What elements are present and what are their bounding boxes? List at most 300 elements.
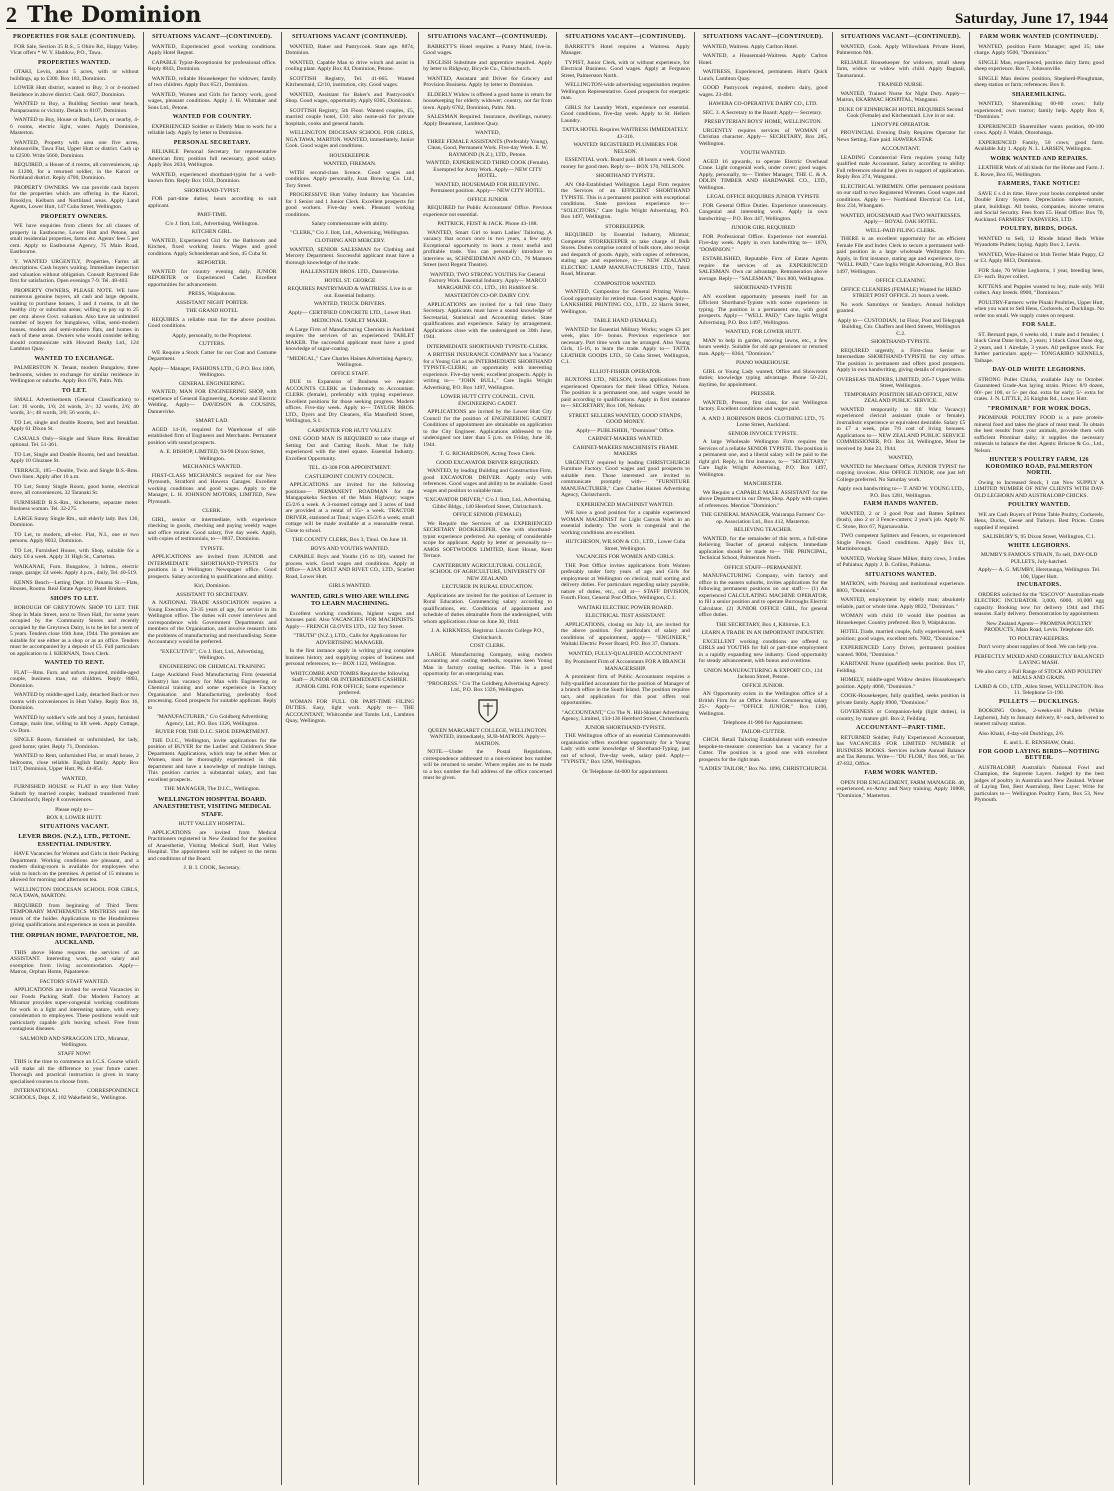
classified-ad: SEC. 3. A Secretary to the Board: Apply— Secretary. [702, 109, 823, 116]
classified-ad: We Require the Services of an EXPERIENCED SECRETARY BOOKKEEPER. One with shorthand-typist experience preferred. An opening of considerable scope for applicant. Apply by letter or personally to— AMOS SOFTWOODS LIMITED, Kent House, Kent Terrace. [423, 520, 552, 559]
column-5 [557, 32, 695, 1485]
section-heading: POULTRY WANTED. [1008, 502, 1071, 508]
ad-centered-line: ASSISTANT NIGHT PORTER. [176, 299, 249, 306]
section-heading: PERSONAL SECRETARY. [173, 139, 251, 146]
ad-centered-line: TEMPORARY POSITION HEAD OFFICE, NEW ZEALAND PUBLIC SERVICE. [843, 391, 958, 404]
section-heading: HUNTER'S POULTRY FARM, 126 KOROMIKO ROAD, PALMERSTON NORTH. [985, 457, 1093, 476]
section-heading: SITUATIONS VACANT—(CONTINUED). [565, 34, 686, 40]
ad-centered-line: SHORTHAND-TYPISTE. [870, 339, 931, 345]
ad-centered-line: BUYER FOR THE D.I.C. SHOE DEPARTMENT. [155, 729, 270, 735]
ad-centered-line: OFFICE JUNIOR. [742, 682, 785, 689]
ad-centered-line: STOREKEEPER. [605, 223, 646, 230]
classified-ad: WANTED, Property with area one five acres, Johnsonville, Tawa Flat, Upper Hutt or district. Cash up to £2500. Write 5660, Dominion. [10, 139, 139, 159]
classified-ad: THERE is an excellent opportunity for an efficient Female File and Index Clerk to secure a permanent well-paid position in a large wholesale Wellington firm. Apply, in first instance, stating age and experience, to— "WELL PAID," Care Inglis Wright Advertising, P.O. Box 1497, Wellington. [836, 236, 966, 275]
ad-centered-line: TAILOR-CUTTER. [740, 728, 786, 735]
classified-ad: URGENTLY required by leading CHRISTCHURCH Furniture Factory. Good wages and good prospects to suitable men. Those interested are invited to communicate promptly with— "FURNITURE MANUFACTURER," Care Charles Haines Advertising Agency, Christchurch. [561, 459, 690, 498]
classified-ad: No work Saturdays or Sundays. Annual holidays granted. [836, 301, 966, 314]
classified-ad: AUSTRALORP, Australia's National Fowl and Champion, the Supreme Layers. Judged by the best judges of poultry in Australia and New Zealand. Winner of Laying Test, Best Australorp, Best Layer. Write for particulars to— Wellington Poultry Farm, Box 53, New Plymouth. [974, 764, 1104, 803]
ad-centered-line: Telephone 41-900 for Appointment. [722, 720, 804, 726]
ad-centered-line: STREET SELLERS WANTED, GOOD STANDS, GOOD MONEY. [568, 412, 683, 425]
ad-centered-line: STAFF NOW! [57, 1050, 91, 1057]
ad-centered-line: PRESSER. [750, 391, 776, 397]
ad-centered-line: WANTED, [888, 455, 914, 461]
ad-centered-line: TYPISTE. [200, 545, 225, 552]
ad-centered-line: THE SECRETARY, Box 4, Kilbirnie, E.3. [715, 621, 811, 628]
classified-ad: Applications are invited for the position of Lecturer in Rural Education. Commencing salary according to qualifications, etc. Conditions of appointment and schedule of duties obtainable from the undersigned, with whom applications close on June 30, 1944. [423, 592, 552, 625]
section-heading: WANTED TO EXCHANGE. [34, 355, 115, 362]
ad-centered-line: CLERK. [202, 508, 222, 514]
ad-headline: WELLINGTON HOSPITAL BOARD. ANAESTHETIST, VISITING MEDICAL STAFF. [153, 795, 272, 818]
ad-centered-line: C/o J. Ilott, Ltd., Advertising, Wellington. [165, 220, 259, 227]
column-6 [695, 32, 833, 1485]
classified-ad: WELLINGTON DIOCESAN SCHOOL FOR GIRLS, NGA TAWA, MARTON. WANTED, immediately, Junior Cook. Good wages and conditions. [285, 130, 415, 149]
ad-centered-line: "MEDICAL," Care Charles Haines Advertising Agency, Wellington. [286, 355, 413, 368]
classified-ad: WELLINGTON DIOCESAN SCHOOL FOR GIRLS, NGA TAWA, MARTON. [10, 886, 139, 900]
classified-ad: WANTED, a Housemaid-Waitress. Apply Carlton Hotel. [698, 53, 828, 66]
classified-ad: WANTED, Compositor for General Printing Works. Good opportunity for retired man. Good wages. Apply— LANKSHIRE PRINTING CO., LTD., 22 Harris Street, Wellington. [561, 289, 690, 315]
section-heading: FARM WORK WANTED (CONTINUED). [979, 34, 1099, 40]
ad-centered-line: OFFICE CLEANERS (FEMALE) Wanted for HERD STREET POST OFFICE. 21 hours a week. [840, 286, 961, 299]
column-4 [419, 32, 557, 1485]
ad-centered-line: ACCOUNTANT. [881, 146, 921, 152]
ad-centered-line: WANTED, TRUCK DRIVERS. [313, 301, 386, 307]
classified-ad: REQUIRED, a House of 4 rooms, all conveniences, up to £1200, for a returned soldier, in the Karori or Northland district. Reply 4700, Dominion. [10, 162, 139, 181]
ad-centered-line: JUNIOR GIRL REQUIRED [731, 225, 796, 231]
ad-centered-line: WANTED, EXPERIENCED THIRD COOK (Female). Exempted for Army Work. Apply— NEW CITY HOTEL. [425, 160, 550, 179]
classified-ad: WANTED, Experienced Girl for the Bathroom and Kitchen, fixed working hours. Wages and good conditions. Apply Schneideman and Son, 45 Cuba St. [147, 237, 277, 257]
ad-centered-line: FACTORY STAFF WANTED. [39, 978, 109, 985]
classified-ad: FOR Sale, Section 35 B.S., 5 Ohiro Rd., Happy Valley. Vicat offers * W. Y. Haddow, P.O., Tawa. [10, 43, 139, 56]
classified-ad: HOTEL Trade, married couple, fully experienced, seek position; good wages, excellent refs. 7002, "Dominion." [836, 629, 966, 642]
ad-centered-line: KITCHEN GIRL. [191, 229, 233, 235]
classified-ad: WANTED for country evening daily, JUNIOR REPORTER or Experienced Cadet. Excellent opportunities for advancement. [147, 268, 277, 288]
classified-ad: AGED 16 upwards, to operate Electric Overhead Crane. Light congenial work, under cover; good wages. Apply, personally, to— Timber Manager, THE C. & A. ODLIN TIMBER AND HARDWARE CO., LTD., Wellington. [698, 158, 828, 191]
classified-ad: EXPERIENCED Soldier or Elderly Man to work for a reliable lady. Apply by letter to Dominion. [147, 123, 277, 136]
classified-ad: WANTED by middle-aged Lady, detached Bach or two rooms with conveniences in Hutt Valley. Reply Box 16, Dominion. [10, 692, 139, 711]
ad-centered-line: J. A. KIRKNESS, Registrar. Lincoln College P.O., Christchurch. [431, 628, 545, 641]
ad-centered-line: HOUSEKEEPER. [329, 152, 371, 159]
classified-ad: In the first instance apply in writing giving complete business history and supplying copies of business and personal references, to— BOX 1122, Wellington. [285, 648, 415, 668]
classified-ad: WE Require a Stock Cutter for our Coat and Costume Department. [147, 349, 277, 362]
column-2 [144, 32, 282, 1485]
section-heading: WANTED TO RENT. [44, 660, 105, 666]
classified-ad: STRONG Pullet Chicks, available July to October. Guaranteed Grade-Aus laying strain. Prices: 8/9 dozen, 60/- per 100, or 5/- per doz. extra for early; 5/- extra for crates. J. N. LITTLE, 25 Knights Rd., Lower Hutt. [974, 376, 1104, 402]
classified-ad: URGENTLY requires services of WOMAN of Christian character. Apply— SECRETARY, Box 285, Wellington. [698, 127, 828, 147]
ad-centered-line: CANTERBURY AGRICULTURAL COLLEGE, SCHOOL OF AGRICULTURE, UNIVERSITY OF NEW ZEALAND. [429, 562, 546, 582]
classified-ad: WANTED, 2 or 3 good Post and Batten Splitters (bush), also 2 or 3 Fence-cutters; 2 year's job. Apply N. C. Stone, Box 67, Ngaruawahia. [836, 510, 966, 530]
classified-ad: GOVERNESS or Companion-help (light duties), in country, by mature girl. Box 2, Feilding. [836, 709, 966, 722]
classified-ad: REQUIRED by Essential Industry, Miramar, Competent STOREKEEPER to take charge of Bulk Stores. Duties comprise control of bulk store, also receipt and despatch of goods. Apply, with copies of references, stating age and experience, to— NEW ZEALAND ELECTRIC LAMP MANUFACTURERS LTD., Tahiti Road, Miramar. [561, 232, 690, 277]
classified-ad: BOOKING Orders, 2-weeks-old Pullets (White Leghorns), July to January delivery, 8/- each, delivered to nearest railway station. [974, 708, 1104, 727]
ad-centered-line: TO POULTRY-KEEPERS. [1008, 635, 1070, 642]
ad-centered-line: PRESBYTERIAN BOYS' HOME, WELLINGTON. [704, 119, 823, 125]
section-heading: SITUATIONS VACANT—(CONTINUED). [427, 34, 548, 40]
classified-ad: WANTED to Buy, House or Bach, Levin, or nearby, 4-6 rooms, electric light, water. Apply Dominion, Masterton. [10, 117, 139, 136]
classified-ad: MATRON, with Nursing and institutional experience. 8803, "Dominion." [836, 581, 966, 594]
classified-ad: BARRETT'S Hotel requires a Pantry Maid, live-in. Good wages. [423, 43, 552, 56]
classified-ad: HAVE Vacancies for Women and Girls in their Packing Department. Working conditions are pleasant, and a modern dining-room is available for employees who wish to lunch on the premises. A period of 15 minutes is allowed for morning and afternoon tea. [10, 851, 139, 884]
section-heading: FOR GOOD LAYING BIRDS—NOTHING BETTER. [978, 748, 1100, 761]
ad-centered-line: THE COUNTY CLERK, Box 3, Tinui. On June 18. [292, 537, 408, 543]
classified-ad: WANTED, experienced shorthand-typist for a well-known firm. Reply Box 1033, Dominion. [147, 171, 277, 184]
classified-ad: REQUIRED from beginning of Third Term: TEMPORARY MATHEMATICS MISTRESS until the return of the holder. Applications to the Headmistress giving qualifications and experience as soon as possible. [10, 902, 139, 929]
classified-ad: SCOTTISH Registry, 5th Floor. Wanted couples, £5, married couple hotel, £10; also nurse-aid for private hospitals, cooks and general hands. [285, 107, 415, 127]
section-heading: SITUATIONS VACANT—(CONTINUED). [152, 34, 273, 40]
ad-centered-line: T. G. RICHARDSON, Acting Town Clerk. [439, 451, 536, 457]
ad-centered-line: SHORTHAND-TYPISTE [733, 285, 793, 291]
ad-centered-line: WANTED, FIREMAN. [323, 161, 377, 167]
ad-centered-line: SHORTHAND-TYPIST. [184, 187, 241, 194]
classified-ad: A large Wholesale Wellington Firm requires the Services of a reliable SENIOR TYPISTE. The position is a permanent one, and a liberal salary will be paid to the right girl. Reply, in first instance, to— "SECRETARY," Care Inglis Wright Advertising, P.O. Box 1497, Wellington. [698, 439, 828, 478]
ad-centered-line: J. B. I. COOK, Secretary. [183, 865, 241, 872]
ad-centered-line: WANTED, FOR LOWER HUTT. [725, 329, 802, 335]
classified-ad: WOMAN FOR FULL OR PART-TIME FILING DUTIES. Easy, light work. Apply to— THE ACCOUNTANT, Whitcombe and Tombs Ltd., Lambton Quay, Wellington. [285, 698, 415, 725]
classified-ad: TO Let, Furnished House, with Shop, suitable for a dairy. £6 a week. Apply 31 High St., Carterton. [10, 547, 139, 560]
ad-centered-line: OFFICE CLEANING. [875, 278, 927, 284]
ad-centered-line: REPORTER. [197, 260, 227, 266]
page-number: 2 [6, 2, 17, 27]
ad-centered-line: THE GRAND HOTEL [186, 308, 239, 314]
ad-centered-line: Apply— CERTIFIED CONCRETE LTD., Lower Hutt. [288, 309, 412, 316]
classified-ad: SINGLE Man desires position, Shepherd-Ploughman, sheep station or farm; references. Box 8. [974, 75, 1104, 88]
column-8 [970, 32, 1108, 1485]
ad-centered-line: SMART LAD. [195, 418, 229, 424]
classified-ad: WANTED, position Farm Manager; aged 35; take charge. Apply 9500, "Dominion." [974, 43, 1104, 56]
ad-centered-line: ELLIOT-FISHER OPERATOR. [589, 368, 662, 375]
classified-ad: TERRACE, 185—Double, Twin and Single B.S.-Rms. Own linen. Apply after 10 a.m. [10, 467, 139, 480]
ad-centered-line: "LADIES' TAILOR," Box No. 1096, CHRISTCHURCH. [698, 766, 828, 772]
ad-centered-line: ELECTRICAL TEST ASSISTANT. [585, 613, 666, 619]
ad-centered-line: Or Telephone 44-600 for appointment. [582, 768, 669, 775]
ad-centered-line: UNION MANUFACTURING & EXPORT CO., 134 Jackson Street, Petone. [703, 667, 823, 680]
ad-centered-line: MEDICINAL TABLET MAKER. [311, 318, 389, 324]
classified-ad: TO Let, Single and Double Rooms, bed and breakfast. Apply 10 Ghuznee St. [10, 451, 139, 464]
ad-centered-line: WHITCOMBE AND TOMBS Require the following Staff— JUNIOR OR INTERMEDIATE CASHIER. JUNIOR GIRL FOR OFFICE; Some experience preferred. [290, 670, 410, 697]
ad-centered-line: Apply, personally, to the Proprietor. [172, 332, 253, 339]
ad-centered-line: JUNIOR SHORTHAND-TYPISTE. [584, 724, 666, 731]
ad-centered-line: HOTEL ST. GEORGE [324, 277, 376, 284]
classified-ad: WANTED, Wire-Haired or Irish Terrier Male Puppy, £2 or £3. Apply 8813, Dominion. [974, 251, 1104, 264]
section-heading: POULTRY, BIRDS, DOGS. [1000, 226, 1078, 232]
classified-ad: WANTED to Buy, a Building Section near beach, Paraparaumu or vicinity. Details to 8107, Dominion. [10, 101, 139, 114]
ad-centered-line: HUTT VALLEY HOSPITAL. [178, 821, 246, 828]
classified-ad: CASUALS Only—Single and Share Rms. Breakfast optional. Tel. 51-361. [10, 435, 139, 448]
ad-centered-line: WANTED, HOUSEMAID FOR RELIEVING. Permanent position. Apply— NEW CITY HOTEL. [430, 181, 546, 194]
classified-ad: INTERNATIONAL CORRESPONDENCE SCHOOLS, Dept. Z, 182 Wakefield St., Wellington. [10, 1088, 139, 1101]
classified-ad: REQUIRED for Public Accountants' Office. Previous experience not essential. [423, 205, 552, 218]
ad-centered-line: PIANO WAREHOUSE. [735, 360, 791, 366]
ad-centered-line: "EXECUTIVE", C/o J. Ilott, Ltd., Advertising, Wellington. [159, 648, 265, 661]
classified-ad: A NATIONAL TRADE ASSOCIATION requires a Young Executive, 23-35 years of age, for service in its Wellington office. The duties will cover interviews and correspondence with Government Departments and members of the Organisation, and involve research into the problems of manufacturing and merchandising. Some Accountancy would be preferred. [147, 600, 277, 645]
classified-ad: SAVE £ s d in time. Have your books completed under Double Entry System. Depreciation taken—motors, plant, buildings. All books, companies, income returns and Social Security. Fees from £5. Head Office: Box 70, Auckland. FARMERS' TAXPAYERS, LTD. [974, 190, 1104, 223]
classified-ad: REQUIRES a reliable man for the above position. Good conditions. [147, 316, 277, 329]
classified-ad: FLAT—Rms. Furn. and unfurn. required, middle-aged couple, business man, no children. Reply 8803, Dominion. [10, 669, 139, 689]
classified-ad: APPLICATIONS, closing on July 14, are invited for the above position. For particulars of salary and conditions of appointment, apply— "ENGINEER," Waitaki Electric Power Board, P.O. Box 37, Oamaru. [561, 621, 690, 647]
classified-ad: Y. WANTED URGENTLY, Properties, Farms all descriptions. Cash buyers waiting. Immediate inspection and valuation without obligation. Consult Raymond Ede first for satisfaction. Open evenings 7-9. Tel. 48-403. [10, 258, 139, 284]
classified-ad: ST. Bernard pups, 6 weeks old, 1 male and 4 females; 1 black Great Dane bitch, 2 years; 1 black Great Dane dog, 2 years, and 1 Airedale, 3 years. All pedigree stock. For further particulars apply— TONGARIRO KENNELS, Taihape. [974, 331, 1104, 364]
ad-centered-line: "TRUTH" (N.Z.), LTD., Calls for Applications for ADVERTISING MANAGER. [293, 633, 407, 646]
classified-ad: LEATHER Work of all kinds for the Home and Farm. J. E. Rowe, Box 65, Wellington. [974, 165, 1104, 178]
ad-centered-line: COST CLERK. [469, 643, 506, 649]
classified-ad: EXPERIENCED Sharemilker wants position, 80-100 cows. Apply J. Walsh, Otorohanga. [974, 123, 1104, 136]
classified-ad: WANTED for Essential Military Works; wages £3 per week, plus 10/- bonus. Previous experience not necessary. Part time work can be arranged. Also Young Girls, 15-16, to learn the trade. Apply to— TATTA LEATHER GOODS LTD., 50 Cuba Street, Wellington, C.1. [561, 326, 690, 365]
ad-centered-line: WANTED, TWO STRONG YOUTHS For General Factory Work. Essential Industry. Apply— MARCO MARGARINE CO., LTD., 181 Riddiford St. [428, 271, 547, 291]
classified-ad: LARGE Manufacturing Company, using modern accounting and costing methods, requires keen Young Man in factory costing section. This is a good opportunity for an enterprising man. [423, 651, 552, 677]
ad-centered-line: TATTA HOTEL Requires WAITRESS IMMEDIATELY. 43-316. [562, 127, 689, 140]
classified-ad: AN Opportunity exists in the Wellington office of a British Firm for an Office Junior. Commencing salary 25/-. Apply— "OFFICE JUNIOR," Box 1106, Wellington. [698, 691, 828, 717]
classified-ad: WANTED, Smart Girl to learn Ladies' Tailoring. A vacancy that occurs once in two years, a few only. Exceptional opportunity to learn a most useful and profitable trade. You can personally introduce to interview us, SCHNEIDEMAN AND CO., 76 Manners Street (next Regent Theatre). [423, 229, 552, 268]
section-heading: WORK WANTED AND REPAIRS. [990, 155, 1088, 162]
ad-centered-line: OFFICE SENIOR (FEMALE). [452, 512, 523, 518]
ad-centered-line: "EXCAVATOR DRIVER," C/o J. Ilott, Ltd., Advertising, Gibbs' Bldgs., 140 Hereford Street, Christchurch. [423, 497, 552, 510]
classified-ad: CAPABLE Typist-Receptionist for professional office. Reply 8843, Dominion. [147, 59, 277, 72]
classified-ad: SCOTTISH Registry, Tel. 41-665. Wanted Kitchenmaid, £2/10, institution, city. Good wages. [285, 75, 415, 88]
ad-centered-line: OFFICE STAFF—PERMANENT. [724, 564, 803, 571]
ad-centered-line: HAWERA CO-OPERATIVE DAIRY CO., LTD. [708, 101, 818, 107]
ad-headline: LEVER BROS. (N.Z.), LTD., PETONE. ESSENTIAL INDUSTRY. [18, 833, 131, 848]
college-crest-icon [423, 698, 552, 724]
ad-centered-line: PERFECTLY MIXED AND CORRECTLY BALANCED LAYING MASH. [974, 653, 1104, 666]
classified-ad: BUXTONS LTD., NELSON, invite applications from experienced Operators for their Head Office, Nelson. The position is a permanent one, and wages would be paid according to qualifications. Apply in first instance to— SECRETARY, Box 106, Nelson. [561, 377, 690, 409]
classified-ad: A BRITISH INSURANCE COMPANY has a Vacancy for a Young Girl as an INTERMEDIATE SHORTHAND TYPISTE-CLERK; an opportunity with interesting experience. Five-day week; excellent prospects. Apply in writing to— "JOHN BULL," Care Inglis Wright Advertising, P.O. Box 1497, Wellington. [423, 352, 552, 391]
ad-centered-line: TEL. 43-308 FOR APPOINTMENT. [308, 465, 392, 471]
ad-centered-line: We also carry a Full Range of STOCK AND POULTRY MEALS AND GRAIN. [976, 668, 1103, 681]
classified-ad: PROPERTY OWNERS. We can provide cash buyers for the properties which are offering in the Karori, Brooklyn, Kelburn and Northland areas. Apply Land Agents, Lower Hutt, 147 Cuba Street, Wellington. [10, 184, 139, 210]
ad-centered-line: SHORTHAND TYPISTE. [595, 173, 655, 179]
section-heading: PROPERTIES WANTED. [37, 59, 111, 66]
ad-centered-line: CASTLEPOINT COUNTY COUNCIL. [305, 473, 395, 480]
classified-ad: TO Let, to modern, all-elec. Flat, N.I., one or two persons. Apply 8032, Dominion. [10, 531, 139, 544]
classified-ad: OPEN FOR ENGAGEMENT, FARM MANAGER. 40, experienced, ex-Army and Navy training. Apply 10808, "Dominion," Masterton. [836, 779, 966, 799]
classified-ad: WANTED, Assistant for Baker's and Pastrycook's Shop. Good wages, opportunity. Apply 8305, Dominion. [285, 91, 415, 104]
ad-centered-line: CABINET-MAKERS WANTED. [587, 436, 663, 442]
section-heading: WHITE LEGHORNS. [1007, 542, 1071, 549]
classified-ad: WANTED by soldier's wife and boy 4 years, furnished Cottage, main line, willing to lift week. Apply Cottage, c/o Dom. [10, 714, 139, 734]
ad-centered-line: LEGAL OFFICE REQUIRES JUNIOR TYPISTE [706, 194, 820, 200]
ad-centered-line: VACANCIES FOR WOMEN AND GIRLS. [575, 554, 675, 560]
classified-ad: GIRL, senior or intermediate, with experience checking in goods, checking and paying weekly wages and office routine. Good salary, five day week. Apply, with copies of testimonials, to— 8837, Dominion. [147, 516, 277, 542]
classified-ad: SMALL Advertisements (General Classification) to Let: 16 words, 1/6; 24 words, 2/-; 32 words, 2/6; 40 words, 3/-; 48 words, 3/6; 56 words, 4/-. [10, 397, 139, 416]
classified-ad: KENNS Beach—Letting Dept. 10 Panama St.—Flats, Houses, Rooms. Real Estate Agency, Hotel Brokers. [10, 579, 139, 592]
classified-ad: LOWER Hutt district, wanted to Buy, 3 or 4-roomed Residence in above district. Cash. 6827, Dominion. [10, 85, 139, 98]
classified-ad: APPLICATIONS are invited from JUNIOR and INTERMEDIATE SHORTHAND-TYPISTS for positions in a Wellington Newspaper office. Good prospects. Salary according to qualifications and ability. [147, 554, 277, 580]
issue-date: Saturday, June 17, 1944 [955, 11, 1108, 27]
classified-ad: WANTED, reliable Housekeeper for widower, family of two children. Apply Box 6521, Dominion. [147, 75, 277, 88]
ad-centered-line: A. AND J. ROBINSON BROS. CLOTHING LTD., 75 Lorne Street, Auckland. [701, 415, 825, 428]
ad-centered-line: CABINET-MAKERS MACHINISTS FRAME MAKERS [572, 444, 678, 457]
classified-ad: THIS is the time to commence an I.C.S. Course which will make all the difference to your future career. Thorough and practical instruction is given in many specialised courses to choose from. [10, 1059, 139, 1085]
ad-centered-line: WELL-PAID FILING CLERK. [865, 227, 937, 234]
section-heading: ACCOUNTANT—PART-TIME. [856, 725, 946, 731]
section-heading: SITUATIONS VACANT. [39, 823, 110, 830]
section-heading: FARM WORK WANTED. [864, 770, 938, 776]
ad-centered-line: WANTED: REGISTERED PLUMBERS FOR NELSON. [573, 142, 678, 155]
ad-centered-line: SENIOR INVOICE TYPISTE. [728, 430, 798, 437]
ad-centered-line: "PROGRESS." C/o The Goldberg Advertising Agency Ltd., P.O. Box 1326, Wellington. [426, 680, 549, 693]
ad-centered-line: INTERMEDIATE SHORTHAND TYPISTE-CLERK. [426, 343, 549, 350]
column-1 [6, 32, 144, 1485]
classified-ad: Excellent working conditions, highest wages and bonuses paid. Also VACANCIES FOR MACHINISTS. Apply— FRENCH GLOVES LTD., 132 Tory Street. [285, 610, 415, 630]
ad-centered-line: CUTTERS. [198, 341, 226, 347]
section-heading: PROPERTIES FOR SALE (CONTINUED). [13, 34, 136, 40]
ad-centered-line: LECTURER IN RURAL EDUCATION. [442, 584, 534, 590]
classified-ad: FOR part-time duties; hours according to suit applicant. [147, 196, 277, 209]
classified-ad: ELECTRICAL WIREMEN. Offer permanent positions on our staff to two Registered Wiremen. Good wages and conditions. Apply to— Northland Electrical Co. Ltd., Box 234, Whangarei. [836, 183, 966, 209]
classified-ad: BARRETT'S Hotel requires a Waitress. Apply Manager. [561, 43, 690, 56]
classified-ad: ENGLISH Substitute and apprentice required. Apply by letter to Ridgway, Bicycle Co., Christchurch. [423, 59, 552, 72]
section-heading: SITUATIONS VACANT (CONTINUED). [292, 34, 408, 40]
ad-centered-line: TRAINED NURSE. [878, 82, 924, 88]
classified-ad: We Require a CAPABLE MALE ASSISTANT for the above Department in our Dress Shop. Apply with copies of references. Mention "Dominion." [698, 489, 828, 509]
classified-ad: WANTED, for the remainder of this term, a full-time Relieving Teacher of general subjects. Immediate application should be made to— THE PRINCIPAL, Technical School, Palmerston North. [698, 535, 828, 561]
ad-centered-line: QUEEN MARGARET COLLEGE, WELLINGTON. WANTED, immediately, SUB-MATRON. Apply— MATRON. [427, 727, 548, 747]
classified-ad: WANTED, Cook. Apply Willowbank Private Hotel, Palmerston Nth. [836, 43, 966, 56]
ad-centered-line: CARPENTER FOR HUTT VALLEY. [307, 427, 393, 434]
classified-ad: SINGLE Man, experienced, position dairy farm; good sheep experience. Box 7, Johnsonville. [974, 59, 1104, 72]
ad-centered-line: "ACCOUNTANT," C/o The N. Hill-Skinner Advertising Agency, Limited, 134-136 Hereford Street, Christchurch. [561, 709, 690, 722]
ad-centered-line: Salary commensurate with ability. [311, 221, 389, 227]
ad-centered-line: SALMOND AND SPRAGGON LTD., Miramar, Wellington. [19, 1035, 129, 1049]
classified-ad: AN Old-Established Wellington Legal Firm requires the Services of an EFFICIENT SHORTHAND TYPISTE. This is a permanent position with exceptional conditions. State previous experience to— "SOLICITORS," Care Inglis Wright Advertising, P.O. Box 1497, Wellington. [561, 181, 690, 220]
classified-ad: PROVINCIAL Evening Daily Requires Operator for News Setting. Fare paid. HAWERA STAR. [836, 130, 966, 143]
classified-ad: WANTED, SENIOR SALESMAN for Clothing and Mercery Department. Successful applicant must have a thorough knowledge of the trade. [285, 246, 415, 266]
classified-ad: OTAKI, Levin, about 5 acres, with or without buildings, up to £300. Box 183, Dominion. [10, 69, 139, 82]
classified-ad: ESSENTIAL work. Board paid. 48 hours a week. Good money for good men. Reply to— BOX 170, NELSON. [561, 157, 690, 170]
classified-ad: HOMELY, middle-aged Widow desires Housekeeper's position. Apply 4060, "Dominion." [836, 677, 966, 690]
ad-centered-line: Apply— Manager, FASHIONS LTD., G.P.O. Box 1806, Wellington. [149, 365, 276, 378]
ad-centered-line: PATTRICK, FEIST & JACK. Phone 43-188. [437, 221, 538, 227]
ad-centered-line: Kiri, Dominion. [194, 583, 231, 589]
classified-ad: APPLICATIONS are invited from Medical Practitioners registered in New Zealand for the position of Anaesthetist, Visiting Medical Staff, Hutt Valley Hospital. The appointment will be subject to the terms and conditions of the Board. [147, 829, 277, 862]
ad-centered-line: Apply own handwriting to— T. AND W. YOUNG LTD., P.O. Box 1281, Wellington. [837, 486, 965, 499]
ad-centered-line: YOUTH WANTED. [740, 150, 787, 156]
classified-ad: PROPERTY OWNERS, PLEASE NOTE. WE have numerous genuine buyers, all cash and large deposits, waiting to purchase houses, 3 and 4 rooms, in all the healthy city or suburban areas; willing to pay up to 25 per cent. above Govt. valuation. Also have an unlimited number of buyers for bungalows, villas, semi-modern houses, modern and semi-modern flats, and homes in each of these areas. Owners who would consider selling should communicate with Howard Realty Ltd., 124 Lambton Quay. [10, 287, 139, 352]
ad-headline: WANTED, GIRLS WHO ARE WILLING TO LEARN MACHINING. [290, 592, 410, 608]
section-heading: FOR SALE. [1022, 322, 1057, 328]
ad-centered-line: Please reply to— [55, 806, 94, 813]
classified-ad: WE have enquiries from clients for all classes of property in Eastbourne, Lower Hutt and Petone, and small residential properties, farms etc. Agents' fees 5 per cent. Apply to Eastbourne Agency, 75 Main Road, Eastbourne. [10, 223, 139, 255]
classified-ad: WOMAN with child 10 would like position as Housekeeper. Country preferred. Box 9, Waipukurau. [836, 613, 966, 626]
classified-ad: CAPABLE Boys and Youths (16 to 18), wanted for process work. Good wages and conditions. Apply at Office— AJAX BOLT AND RIVET CO., LTD., Scarlett Road, Lower Hutt. [285, 554, 415, 580]
classified-ad: RELIABLE Personal Secretary for representative American firm; position full necessary, good salary. Apply Box 2034, Wellington. [147, 149, 277, 168]
classified-ad: WANTED, Presser, first class, for our Wellington factory. Excellent conditions and wages paid. [698, 399, 828, 412]
classified-ad: MAN to help in garden, mowing lawns, etc., a few hours weekly. Suitable for old age pensioner or returned man. Apply— 8364, "Dominion." [698, 337, 828, 357]
column-7 [833, 32, 971, 1485]
classified-ad: WANTED for Merchants' Office, JUNIOR TYPIST for copying invoices. Also OFFICE JUNIOR; one just left College preferred. No Saturday work. [836, 463, 966, 483]
classified-ad: KITTENS and Puppies wanted to buy, male only. Will collect. Any breeds. 8900, "Dominion." [974, 283, 1104, 296]
section-heading: PROPERTY OWNERS. [40, 213, 108, 220]
classified-ad: PROGRESSIVE Hutt Valley Industry has Vacancies for 1 Senior and 1 Junior Clerk. Excellent prospects for good workers. Five-day week. Pleasant working conditions. [285, 192, 415, 218]
ad-centered-line: COMPOSITOR WANTED. [594, 280, 657, 287]
ad-centered-line: PRESS, Waipukurau. [188, 291, 237, 297]
classified-ad: DUE to Expansion of Business we require: ACCOUNTS CLERK as Understudy to Accountant. CLERK (female), preferably with typing experience. Excellent positions for those seeking progress. Modern offices. Five-day week. Apply to— TAYLOR BROS. LTD., Dyers and Dry Cleaners, 85a Mansfield Street, Wellington, S.1. [285, 379, 415, 424]
section-heading: PULLETS — DUCKLINGS. [999, 698, 1080, 705]
classified-ad: EXPERIENCED Lorry Driver, permanent position wanted. 9004, "Dominion." [836, 645, 966, 658]
classified-ad: Large Auckland Food Manufacturing Firm (essential industry) has vacancy for Man with Engineering or Chemical training and some experience in Factory Organisation and Manufacturing, preferably food processing. Good prospects for suitable applicant. Reply to [147, 672, 277, 711]
ad-centered-line: MASTERTON CO-OP. DAIRY COY. [445, 293, 531, 299]
classified-ad: APPLICATIONS are invited for several Vacancies in our Foods Packing Staff. Our Modern Factory at Miramar provides super-congenial working conditions for work in a light and interesting nature, with every consideration to employees. These positions would suit particularly capable girls leaving school. Free from contagious diseases. [10, 987, 139, 1033]
classified-ad: AGED 14-16, required for Warehouse of old-established firm of Engineers and Merchants. Permanent position with sound prospects. [147, 426, 277, 446]
classified-ad: WANTED, Sharemilking 60-80 cows; fully experienced; own tractor; family help. Apply Box 8, "Dominion." [974, 101, 1104, 120]
classified-ad: FOR Sale, 70 White Leghorns, 1 year, breeding hens, £3/- each. Buyer collect. [974, 267, 1104, 280]
classified-ad: EXPERIENCED Family, 50 cows; good farm. Available July 1. Apply N. L. LARSEN, Wellington. [974, 139, 1104, 152]
ad-centered-line: E. and L. E. RENSHAW, Otaki. [1003, 740, 1075, 746]
classified-ad: WANTED, Trained Nurse for Night Duty. Apply— Matron, EKARMAC HOSPITAL, Wanganui. [836, 90, 966, 103]
classified-ad: LARGE Sunny Single Rm., suit elderly lady. Box 136, Dominion. [10, 515, 139, 528]
classified-ad: WANTED, Waitress. Apply Carlton Hotel. [702, 43, 799, 50]
ad-centered-line: WANTED, [475, 130, 501, 136]
section-heading: TO LET. [61, 387, 87, 394]
ad-centered-line: ASSISTANT TO SECRETARY. [176, 591, 249, 598]
classified-ad: MANUFACTURING Company, with factory and office in the eastern suburbs, invites applications for the following permanent positions on our staff:— (1) An experienced CALCULATING MACHINE OPERATOR, to fill a senior position and to operate Burroughs Electric Calculator. (2) JUNIOR OFFICE GIRL, for general office duties. [698, 573, 828, 618]
classified-ad: ONE GOOD MAN IS REQUIRED to take charge of Setting Out and Cutting Roofs. Must be fully experienced with the steel square. Essential Industry. Excellent Opportunity. [285, 436, 415, 462]
section-heading: WANTED FOR COUNTRY. [172, 114, 252, 120]
classified-ad: CHCH. Retail Tailoring Establishment with extensive bespoke-to-measure connection has a vacancy for a Cutter. The position is a good one with excellent prospects for the right man. [698, 737, 828, 763]
ad-centered-line: THREE FEMALE ASSISTANTS (Preferably Young), Clean, Good, Permanent Work. Five-day Week. E. W. RAYMOND (N.Z.), LTD., Petone. [426, 138, 549, 158]
ad-centered-line: DUKE OF EDINBURGH HOTEL REQUIRES Second Cook (Female) and Kitchenmaid. Live in or out. [838, 106, 964, 119]
ad-centered-line: ENGINEERING OR CHEMICAL TRAINING [159, 663, 266, 670]
classified-ad: SINGLE Room, furnished or unfurnished, for lady, good home; quiet. Reply 71, Dominion. [10, 737, 139, 750]
classified-ad: PROMINAR POULTRY FOOD is a pure protein-mineral food and takes the place of meat meal. To obtain the best results from your animals, provide them with sufficient Prominar daily; it supplies the necessary minerals to balance the diet. Agents: Briscoe & Co., Ltd., Nelson. [974, 415, 1104, 454]
ad-centered-line: "CLERK," C/o J. Ilott, Ltd., Advertising, Wellington. [290, 229, 410, 236]
classified-ad: SALESMAN Required. Insurance, dwellings, nursery. Apply Beaumont, Lambton Quay. [423, 114, 552, 127]
ad-centered-line: WANTED, FULLY-QUALIFIED ACCOUNTANT [568, 650, 683, 657]
classified-ad: NOTE.—Under the Postal Regulations, correspondence addressed to a non-existent box number will be returned to sender. Where replies are to be made to a box number the full address of the office concerned must be given. [423, 749, 552, 781]
classified-ad: GIRL or Young Lady wanted, Office and Showroom duties; knowledge typing advantage. Phone 50-221, daytime, for appointment. [698, 368, 828, 388]
classified-ad: BOROUGH OF GREYTOWN. SHOP TO LET. THE Shop in Main Street, next to Town Hall, for some years occupied by the Community Stores and recently occupied by the Greytown Dairy, is to be let for a term of 5 years. Tenders close 16th June, 1944. The premises are suitable for use either as a shop or as an office. Tenders must be accompanied by a deposit of £5. Full particulars on application to J. KIERNAN, Town Clerk. [10, 605, 139, 657]
classified-ad: WANTED, by leading Building and Construction Firm, good EXCAVATOR DRIVER. Apply only with references. Good wages and ability to be available. Good wages and position to suitable man. [423, 468, 552, 494]
classified-ad: PALMERSTON N. Tenant, modern Bungalow, three bedrooms, wishes to exchange for similar residence in Wellington or suburbs. Apply Box 676, Palm. Nth. [10, 365, 139, 384]
ad-centered-line: PART-TIME. [197, 212, 228, 218]
classified-ad: APPLICATIONS are invited for a full time Dairy Secretary. Applicants must have a sound knowledge of Secretarial, Statistical and Accounting duties. State qualifications and experience. Salary by arrangement. Applications close with the undersigned on 30th June, 1944. [423, 301, 552, 340]
classified-ad: ELDERLY Widow is offered a good home in return for housekeeping for elderly widower; country, not far from town. Apply 6782, Dominion, Palm. Nth. [423, 91, 552, 111]
classified-ad: TO Let, single and double Rooms, bed and breakfast. Apply 61 Dixon St. [10, 419, 139, 432]
ad-centered-line: THE GENERAL MANAGER, Wairarapa Farmers' Co-op. Association Ltd., Box 412, Masterton. [701, 512, 826, 525]
classified-ad: WANTED, Working Share Milker, thirty cows, 3 miles of Pahiatua; Apply J. B. Collins, Pahiatua. [836, 555, 966, 568]
classified-ad: Don't worry about supplies of food. We can help you. [978, 644, 1098, 650]
ad-centered-line: HUTCHESON, WILSON & CO., LTD., Lower Cuba Street, Wellington. [565, 539, 686, 552]
classified-ad: FURNISHED B.S.-Rm., kitchenette, separate meter. Business woman. Tel. 32-275. [10, 499, 139, 512]
ad-centered-line: REQUIRES PANTRYMAID & WAITRESS. Live in or out. Essential Industry. [287, 286, 413, 299]
ad-centered-line: BOX 8, LOWER HUTT. [46, 815, 103, 821]
classified-ad: WANTED, employment by elderly man; absolutely reliable, part or whole time. Apply 8822, "Dominion." [836, 597, 966, 610]
classified-ad: FOR General Office Duties. Experience unnecessary. Congenial and interesting work. Apply in own handwriting— P.O. Box 447, Wellington. [698, 202, 828, 222]
section-heading: SITUATIONS VACANT—(CONTINUED). [840, 34, 961, 40]
ad-centered-line: WANTED, [61, 775, 87, 782]
classified-ad: COOK-Housekeeper, fully qualified, seeks position in private family. Apply 8900, "Dominion." [836, 693, 966, 706]
classified-ad: GIRLS for Laundry Work, experience not essential. Good conditions, five-day week. Apply to St. Heliers Laundry. [561, 104, 690, 124]
classified-ad: THIS above Home requires the services of an ASSISTANT. Interesting work, good salary and exemption from living accommodation. Apply— Matron, Orphan Home, Papatoetoe. [10, 949, 139, 976]
classified-ad: WITH second-class licence. Good wages and conditions. Apply personally, Joan Brewing Co. Ltd., Tory Street. [285, 169, 415, 189]
classified-ad: EXCELLENT working conditions are offered to GIRLS and YOUTHS for full or part-time employment in a rapidly expanding new industry. Good opportunity for steady advancement, with bonus and overtime. [698, 638, 828, 664]
classified-ad: THE Post Office invites applications from Women preferably under forty years of age and Girls for employment at Wellington on clerical, mail sorting and delivery duties. For particulars regarding salary payable, nature of duties, etc., call at— STAFF DIVISION, Fourth Floor, General Post Office, Wellington, C.1. [561, 562, 690, 601]
section-heading: INCUBATORS. [1016, 582, 1062, 588]
classified-ad: WANTED, MAN FOR ENGINEERING SHOP, with experience of General Engineering, Acetone and Electric Welding. Apply— DAVIDSON & COUSINS, Dannevirke. [147, 389, 277, 415]
classified-ad: WAITRESS, Experienced, permanent. Hutt's Quick Lunch, Lambton Quay. [698, 69, 828, 82]
classified-ad: WANTED, Capable Man to drive winch and assist in cooling plant. Apply Box 84, Dominion, Petone. [285, 59, 415, 72]
ad-centered-line: MECHANICS WANTED. [182, 464, 242, 470]
section-heading: SITUATIONS WANTED. [865, 571, 937, 578]
ad-centered-line: RELIEVING TEACHER. [733, 527, 793, 533]
section-heading: SITUATIONS VACANT—(CONTINUED). [703, 34, 824, 40]
ad-centered-line: MUMBY'S FAMOUS STRAIN, To sell, DAY-OLD PULLETS, July-hatched. [980, 552, 1098, 565]
section-heading: FARMERS, TAKE NOTICE! [998, 181, 1081, 187]
classified-ad: ESTABLISHED, Reputable Firm of Estate Agents require the services of an EXPERIENCED SALESMAN. Own car advantage. Remuneration above average. Reply— "SALESMAN," Box 800, Wellington. [698, 256, 828, 282]
section-heading: DAY-OLD WHITE LEGHORNS. [992, 367, 1086, 373]
classified-ad: RELIABLE Housekeeper for widower, small sheep farm, widow or widow with child. Apply Bagnall, Taumarunui. [836, 59, 966, 79]
classified-ad: GOOD Pastrycook required, modern dairy, good wages. 23-404. [698, 85, 828, 98]
ad-centered-line: GOOD EXCAVATOR DRIVER REQUIRED. [436, 459, 540, 466]
